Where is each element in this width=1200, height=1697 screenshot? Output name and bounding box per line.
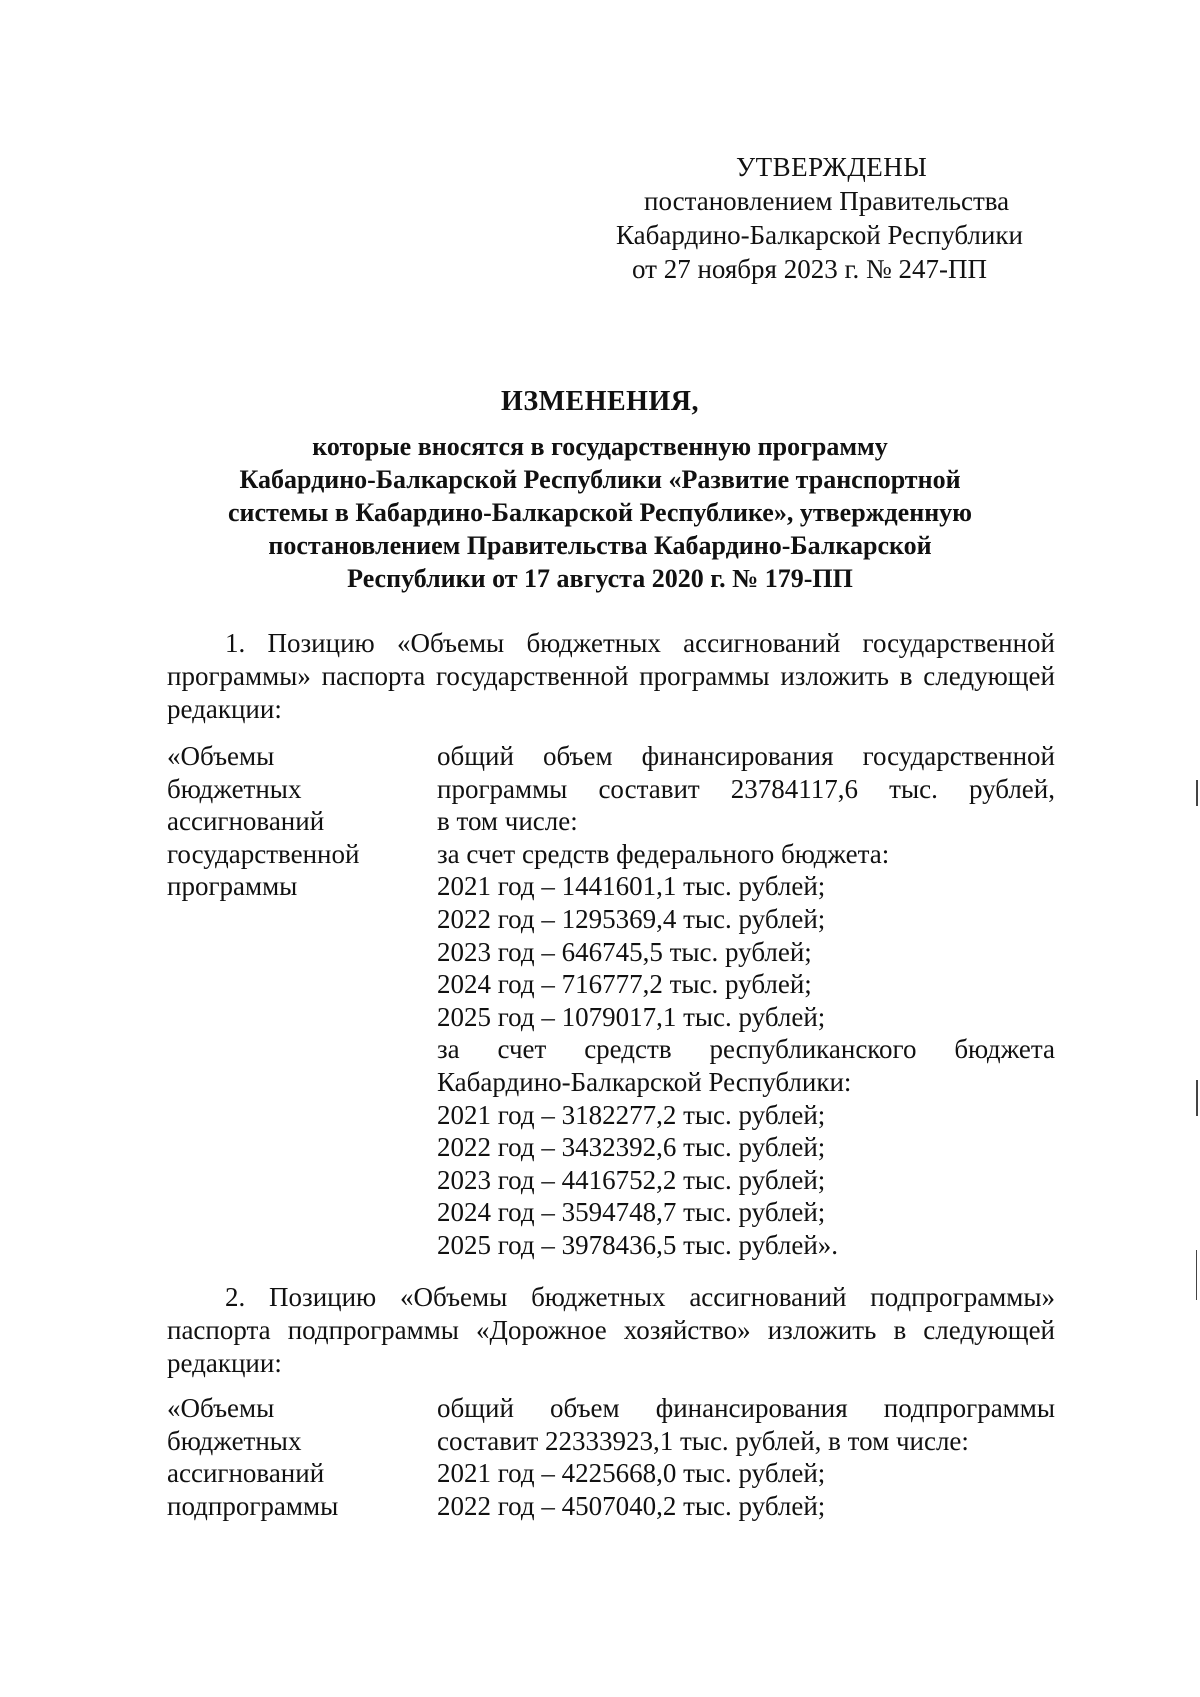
label-line: «Объемы: [167, 1393, 275, 1423]
scan-artifact: [1196, 1080, 1198, 1116]
passport-body: [437, 740, 1055, 1262]
body-line: 2025 год – 1079017,1 тыс. рублей;: [437, 1001, 826, 1032]
body-line: общий объем финансирования государственной: [437, 741, 1055, 771]
label-line: ассигнований: [167, 806, 325, 837]
body-line: 2021 год – 3182277,2 тыс. рублей;: [437, 1099, 826, 1130]
body-line: 2023 год – 646745,5 тыс. рублей;: [437, 936, 812, 967]
label-line: «Объемы: [167, 741, 275, 771]
body-line: за счет средств федерального бюджета:: [437, 838, 890, 869]
body-line: 2025 год – 3978436,5 тыс. рублей».: [437, 1229, 839, 1260]
subtitle-line: Кабардино-Балкарской Республики «Развитие транспортной: [239, 465, 961, 494]
subtitle-line: которые вносятся в государственную программу: [312, 432, 888, 461]
label-line: бюджетных: [167, 1425, 302, 1456]
body-line: 2023 год – 4416752,2 тыс. рублей;: [437, 1164, 826, 1195]
body-line: 2024 год – 3594748,7 тыс. рублей;: [437, 1197, 826, 1228]
approval-line: Кабардино-Балкарской Республики: [616, 220, 1023, 250]
scan-artifact: [1196, 1250, 1197, 1300]
body-line: программы составит 23784117,6 тыс. рублей,: [437, 773, 1055, 804]
label-line: подпрограммы: [167, 1490, 339, 1521]
passport-label: [167, 1392, 397, 1522]
body-line: 2022 год – 3432392,6 тыс. рублей;: [437, 1132, 826, 1163]
body-line: Кабардино-Балкарской Республики:: [437, 1066, 852, 1097]
label-line: ассигнований: [167, 1458, 325, 1489]
subtitle-line: постановлением Правительства Кабардино-Балкарской: [268, 531, 932, 560]
label-line: государственной: [167, 838, 360, 869]
approval-stamp: [600, 150, 1060, 286]
label-line: бюджетных: [167, 773, 302, 804]
body-line: 2022 год – 1295369,4 тыс. рублей;: [437, 903, 826, 934]
body-line: общий объем финансирования подпрограммы: [437, 1393, 1055, 1423]
body-line: в том числе:: [437, 806, 578, 837]
item-1-text: 1. Позицию «Объемы бюджетных ассигнований государственной программы» паспорта государственной программы изложить в следующей редакции:: [167, 628, 1055, 724]
scan-artifact: [1196, 780, 1198, 806]
body-line: 2022 год – 4507040,2 тыс. рублей;: [437, 1490, 826, 1521]
body-line: составит 22333923,1 тыс. рублей, в том числе:: [437, 1425, 969, 1456]
document-subtitle: [160, 430, 1040, 595]
label-line: программы: [167, 871, 298, 902]
body-line: 2024 год – 716777,2 тыс. рублей;: [437, 969, 812, 1000]
passport-body: [437, 1392, 1055, 1522]
subtitle-line: Республики от 17 августа 2020 г. № 179-ПП: [347, 564, 853, 593]
body-line: за счет средств республиканского бюджета: [437, 1034, 1055, 1065]
body-line: 2021 год – 4225668,0 тыс. рублей;: [437, 1458, 826, 1489]
item-2-paragraph: [167, 1281, 1055, 1380]
passport-label: [167, 740, 397, 903]
document-title: ИЗМЕНЕНИЯ,: [501, 386, 699, 417]
subtitle-line: системы в Кабардино-Балкарской Республике», утвержденную: [227, 498, 973, 527]
approval-line: от 27 ноября 2023 г. № 247-ПП: [632, 254, 987, 284]
approval-heading: УТВЕРЖДЕНЫ: [736, 152, 928, 182]
item-2-text: 2. Позицию «Объемы бюджетных ассигнований подпрограммы» паспорта подпрограммы «Дорожное хозяйство» изложить в следующей редакции:: [167, 1282, 1055, 1378]
item-1-paragraph: [167, 627, 1055, 726]
body-line: 2021 год – 1441601,1 тыс. рублей;: [437, 871, 826, 902]
approval-line: постановлением Правительства: [644, 186, 1010, 216]
